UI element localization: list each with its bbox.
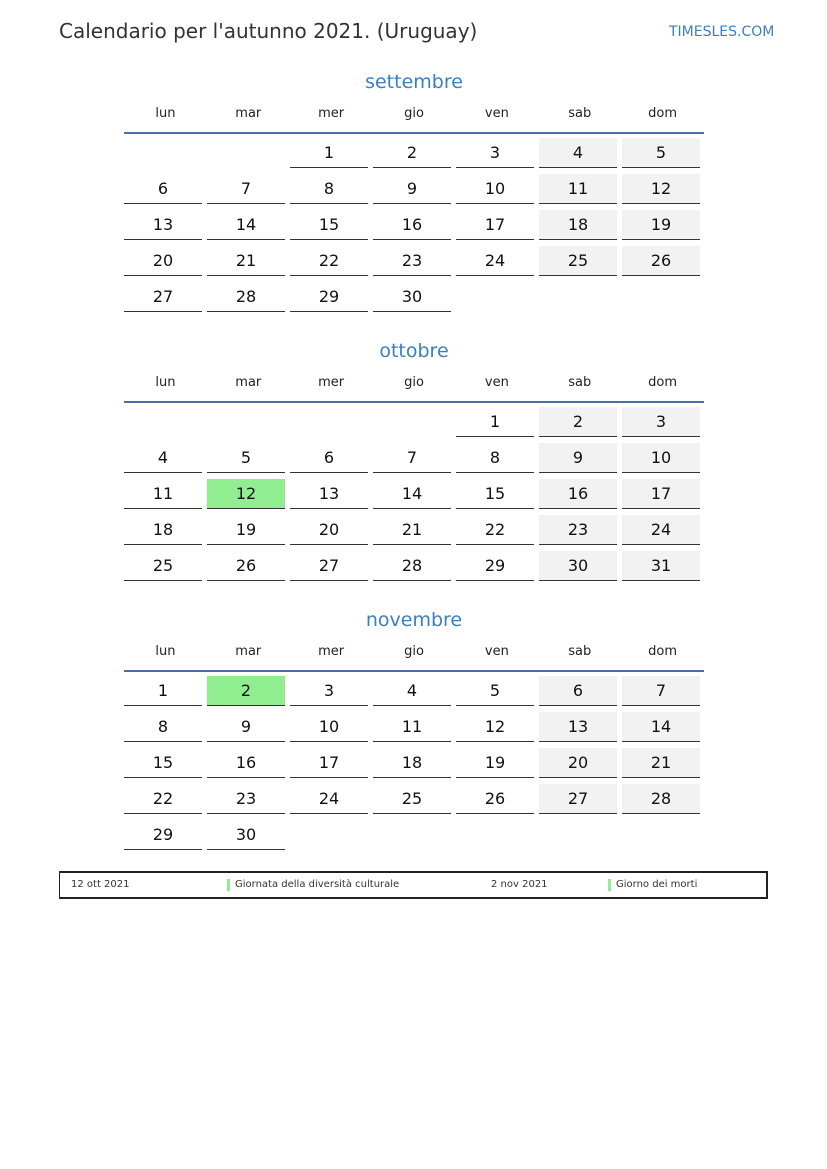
weekend-day-cell: 10	[622, 443, 700, 473]
day-cell: 1	[124, 676, 202, 706]
weekday-label: gio	[404, 644, 424, 659]
day-cell: 9	[207, 712, 285, 742]
weekend-day-cell: 14	[622, 712, 700, 742]
weekend-day-cell: 16	[539, 479, 617, 509]
month-calendar	[122, 606, 706, 856]
day-cell: 4	[373, 676, 451, 706]
weekday-label: mar	[235, 375, 262, 390]
day-cell: 20	[124, 246, 202, 276]
week-row	[122, 784, 706, 820]
day-cell: 29	[456, 551, 534, 581]
day-cell: 8	[290, 174, 368, 204]
day-cell: 25	[124, 551, 202, 581]
weekend-day-cell: 25	[539, 246, 617, 276]
day-cell: 1	[456, 407, 534, 437]
weekday-header-row	[124, 373, 704, 403]
day-cell: 4	[124, 443, 202, 473]
weekday-label: sab	[568, 106, 592, 121]
day-cell: 19	[456, 748, 534, 778]
day-cell: 9	[373, 174, 451, 204]
day-cell: 24	[290, 784, 368, 814]
weekend-day-cell: 2	[539, 407, 617, 437]
weekday-label: dom	[648, 644, 678, 659]
empty-day-cell	[456, 282, 534, 312]
day-cell: 10	[456, 174, 534, 204]
day-cell: 29	[124, 820, 202, 850]
week-row	[122, 712, 706, 748]
weekend-day-cell: 17	[622, 479, 700, 509]
day-cell: 24	[456, 246, 534, 276]
week-row	[122, 246, 706, 282]
day-cell: 5	[207, 443, 285, 473]
month-title: novembre	[365, 609, 463, 631]
day-cell: 21	[207, 246, 285, 276]
day-cell: 13	[124, 210, 202, 240]
weekday-label: gio	[404, 106, 424, 121]
day-cell: 16	[373, 210, 451, 240]
weekday-label: ven	[484, 375, 509, 390]
weekend-day-cell: 26	[622, 246, 700, 276]
weekday-label: mar	[235, 644, 262, 659]
weekday-label: gio	[404, 375, 424, 390]
day-cell: 22	[456, 515, 534, 545]
weekday-label: dom	[648, 375, 678, 390]
page-title: Calendario per l'autunno 2021. (Uruguay)	[59, 19, 478, 43]
weekend-day-cell: 30	[539, 551, 617, 581]
weekday-label: mar	[235, 106, 262, 121]
weekday-label: ven	[484, 106, 509, 121]
day-cell: 17	[290, 748, 368, 778]
weekday-header-row	[124, 642, 704, 672]
empty-day-cell	[539, 820, 617, 850]
day-cell: 2	[373, 138, 451, 168]
week-row	[122, 748, 706, 784]
empty-day-cell	[124, 407, 202, 437]
day-cell: 12	[456, 712, 534, 742]
legend-date: 2 nov 2021	[491, 879, 548, 890]
week-row	[122, 676, 706, 712]
day-cell: 15	[290, 210, 368, 240]
day-cell: 16	[207, 748, 285, 778]
week-row	[122, 174, 706, 210]
month-calendar	[122, 68, 706, 318]
weekday-label: lun	[155, 106, 176, 121]
weekend-day-cell: 28	[622, 784, 700, 814]
weekday-label: sab	[568, 644, 592, 659]
empty-day-cell	[539, 282, 617, 312]
day-cell: 28	[373, 551, 451, 581]
empty-day-cell	[124, 138, 202, 168]
holiday-color-swatch	[227, 879, 230, 891]
day-cell: 8	[124, 712, 202, 742]
day-cell: 11	[124, 479, 202, 509]
weekend-day-cell: 5	[622, 138, 700, 168]
day-cell: 6	[124, 174, 202, 204]
week-row	[122, 551, 706, 587]
month-calendar	[122, 337, 706, 587]
day-cell: 27	[290, 551, 368, 581]
empty-day-cell	[207, 407, 285, 437]
weekend-day-cell: 19	[622, 210, 700, 240]
weekday-label: mer	[318, 644, 345, 659]
day-cell: 26	[207, 551, 285, 581]
week-row	[122, 820, 706, 856]
day-cell: 6	[290, 443, 368, 473]
weekday-label: mer	[318, 106, 345, 121]
week-row	[122, 443, 706, 479]
holiday-day-cell: 12	[207, 479, 285, 509]
day-cell: 21	[373, 515, 451, 545]
weekend-day-cell: 11	[539, 174, 617, 204]
weekday-header-row	[124, 104, 704, 134]
week-row	[122, 138, 706, 174]
month-title: settembre	[365, 71, 463, 93]
weekend-day-cell: 6	[539, 676, 617, 706]
day-cell: 11	[373, 712, 451, 742]
day-cell: 25	[373, 784, 451, 814]
empty-day-cell	[622, 282, 700, 312]
holiday-color-swatch	[608, 879, 611, 891]
weekend-day-cell: 13	[539, 712, 617, 742]
day-cell: 7	[373, 443, 451, 473]
weekend-day-cell: 18	[539, 210, 617, 240]
day-cell: 8	[456, 443, 534, 473]
legend-date: 12 ott 2021	[71, 879, 130, 890]
empty-day-cell	[456, 820, 534, 850]
day-cell: 14	[373, 479, 451, 509]
day-cell: 30	[373, 282, 451, 312]
day-cell: 18	[373, 748, 451, 778]
month-title: ottobre	[379, 340, 449, 362]
day-cell: 27	[124, 282, 202, 312]
empty-day-cell	[622, 820, 700, 850]
day-cell: 19	[207, 515, 285, 545]
weekday-label: mer	[318, 375, 345, 390]
day-cell: 28	[207, 282, 285, 312]
weekday-label: sab	[568, 375, 592, 390]
day-cell: 23	[207, 784, 285, 814]
holiday-legend	[59, 871, 768, 899]
day-cell: 5	[456, 676, 534, 706]
day-cell: 22	[124, 784, 202, 814]
week-row	[122, 210, 706, 246]
day-cell: 14	[207, 210, 285, 240]
day-cell: 20	[290, 515, 368, 545]
weekend-day-cell: 4	[539, 138, 617, 168]
week-row	[122, 515, 706, 551]
empty-day-cell	[207, 138, 285, 168]
weekday-label: dom	[648, 106, 678, 121]
empty-day-cell	[373, 820, 451, 850]
legend-holiday-name: Giornata della diversità culturale	[235, 879, 400, 890]
day-cell: 30	[207, 820, 285, 850]
weekend-day-cell: 3	[622, 407, 700, 437]
weekday-label: ven	[484, 644, 509, 659]
day-cell: 23	[373, 246, 451, 276]
day-cell: 13	[290, 479, 368, 509]
day-cell: 17	[456, 210, 534, 240]
day-cell: 18	[124, 515, 202, 545]
weekday-label: lun	[155, 644, 176, 659]
weekend-day-cell: 20	[539, 748, 617, 778]
weekday-label: lun	[155, 375, 176, 390]
weekend-day-cell: 24	[622, 515, 700, 545]
day-cell: 10	[290, 712, 368, 742]
weekend-day-cell: 9	[539, 443, 617, 473]
weekend-day-cell: 7	[622, 676, 700, 706]
weekend-day-cell: 12	[622, 174, 700, 204]
weekend-day-cell: 31	[622, 551, 700, 581]
week-row	[122, 407, 706, 443]
weekend-day-cell: 23	[539, 515, 617, 545]
week-row	[122, 282, 706, 318]
empty-day-cell	[373, 407, 451, 437]
empty-day-cell	[290, 407, 368, 437]
day-cell: 15	[124, 748, 202, 778]
weekend-day-cell: 27	[539, 784, 617, 814]
empty-day-cell	[290, 820, 368, 850]
day-cell: 1	[290, 138, 368, 168]
day-cell: 26	[456, 784, 534, 814]
week-row	[122, 479, 706, 515]
weekend-day-cell: 21	[622, 748, 700, 778]
day-cell: 3	[456, 138, 534, 168]
legend-holiday-name: Giorno dei morti	[616, 879, 698, 890]
holiday-day-cell: 2	[207, 676, 285, 706]
day-cell: 7	[207, 174, 285, 204]
site-link[interactable]: TIMESLES.COM	[669, 24, 775, 40]
day-cell: 15	[456, 479, 534, 509]
day-cell: 22	[290, 246, 368, 276]
day-cell: 29	[290, 282, 368, 312]
day-cell: 3	[290, 676, 368, 706]
